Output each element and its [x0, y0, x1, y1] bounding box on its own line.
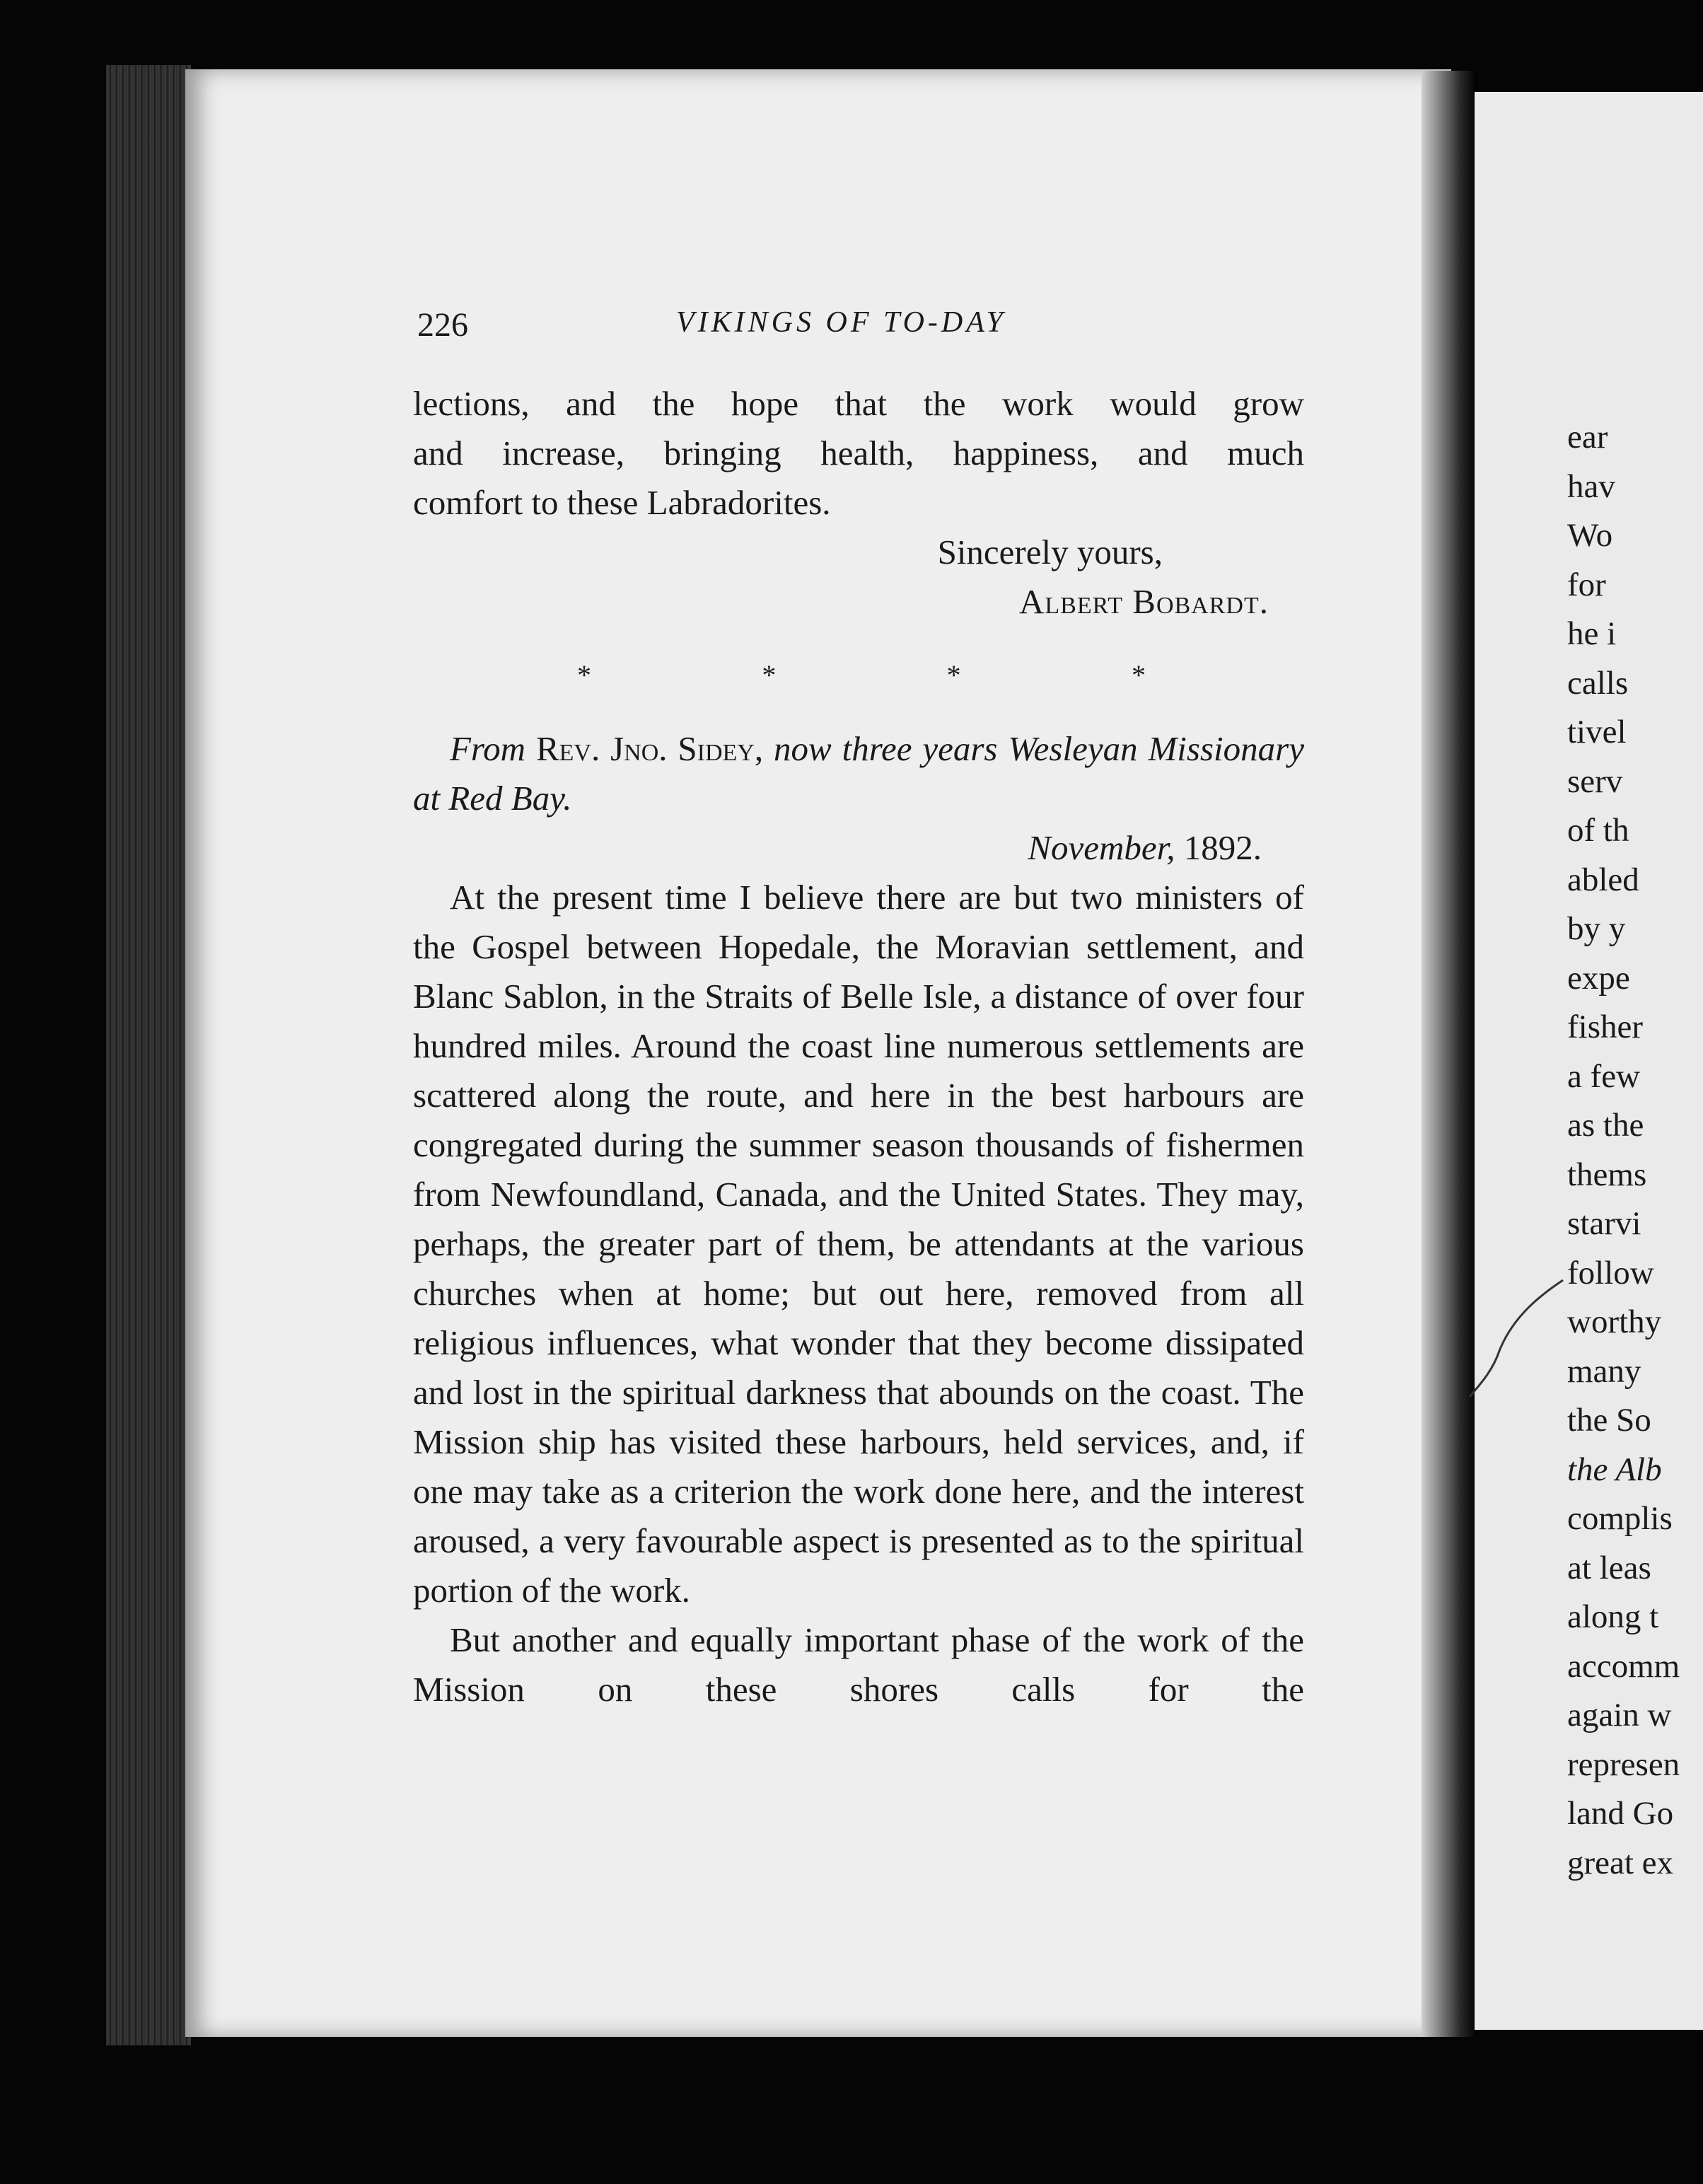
facing-line: great ex [1567, 1844, 1674, 1881]
facing-line: by y [1567, 910, 1626, 947]
letter-line-3: comfort to these Labradorites. [413, 483, 831, 522]
facing-line: thems [1567, 1156, 1647, 1193]
facing-line: a few [1567, 1057, 1641, 1095]
separator-star: * [1131, 659, 1146, 691]
facing-line: worthy [1567, 1303, 1662, 1340]
letter-line-1: lections, and the hope that the work would grow [413, 384, 1304, 423]
section-separator [413, 627, 1304, 724]
separator-star: * [577, 659, 591, 691]
facing-line: hav [1567, 467, 1615, 505]
facing-line-italic: the Alb [1567, 1451, 1662, 1488]
facing-line: expe [1567, 959, 1630, 997]
paragraph: At the present time I believe there are but two ministers of the Gospel between Hopedale, the Moravian settlement, and Blanc Sablon, in the Straits of Belle Isle, a distance of over four hundred miles. Around the coast line numerous settlements are scattered along the route, and here in the best harbours are congregated during the summer season thousands of fishermen from Newfoundland, Canada, and the United States. They may, perhaps, the greater part of them, be attendants at the various churches when at home; but out here, removed from all religious influences, what wonder that they become dissipated and lost in the spiritual darkness that abounds on the coast. The Mission ship has visited these harbours, held services, and, if one may take as a criterion the work done here, and the interest aroused, a very favourable aspect is presented as to the spiritual portion of the work. [413, 878, 1304, 1610]
facing-line: follow [1567, 1254, 1654, 1291]
book-gutter [1422, 71, 1477, 2037]
facing-line: again w [1567, 1697, 1672, 1733]
facing-line: abled [1567, 861, 1639, 898]
paragraph: But another and equally important phase of the work of the Mission on these shores calls for the [413, 1620, 1304, 1709]
letter-line-2: and increase, bringing health, happiness, and much [413, 434, 1304, 472]
page-number: 226 [417, 306, 468, 344]
facing-line: Wo [1567, 517, 1613, 554]
facing-line: many [1567, 1352, 1641, 1390]
facing-line [1567, 1446, 1703, 1495]
facing-page-text [1567, 413, 1703, 1888]
facing-line: tivel [1567, 714, 1627, 750]
facing-line: for [1567, 566, 1606, 603]
letter-heading [413, 724, 1304, 823]
facing-line: of th [1567, 812, 1629, 849]
facing-line: as the [1567, 1107, 1644, 1144]
letter-signature: Albert Bobardt. [1019, 582, 1269, 621]
separator-star: * [946, 659, 961, 691]
facing-line: serv [1567, 762, 1623, 800]
from-label: From [450, 729, 526, 768]
facing-line: starvi [1567, 1205, 1641, 1242]
separator-star: * [762, 659, 777, 691]
facing-line: along t [1567, 1598, 1659, 1635]
facing-line: represen [1567, 1746, 1680, 1783]
letter-author: Rev. Jno. Sidey, [535, 729, 764, 768]
date-month: November, [1028, 828, 1175, 867]
facing-line: at leas [1567, 1549, 1651, 1586]
facing-line: fisher [1567, 1009, 1644, 1045]
date-year: 1892. [1183, 828, 1262, 867]
facing-line: accomm [1567, 1647, 1680, 1685]
facing-line: ear [1567, 419, 1608, 455]
book-page-edges [106, 65, 191, 2045]
page-body [413, 379, 1304, 1714]
letter-date [413, 823, 1304, 873]
author-description: now three years Wesleyan Missionary at Red Bay. [413, 729, 1304, 818]
facing-line: land Go [1567, 1795, 1674, 1832]
facing-line: he i [1567, 615, 1617, 652]
running-title: VIKINGS OF TO-DAY [676, 306, 1006, 339]
facing-line: calls [1567, 664, 1629, 702]
facing-line: the So [1567, 1402, 1651, 1439]
pencil-mark [1464, 1273, 1570, 1400]
letter-closing: Sincerely yours, [937, 533, 1163, 571]
facing-line: complis [1567, 1500, 1673, 1537]
